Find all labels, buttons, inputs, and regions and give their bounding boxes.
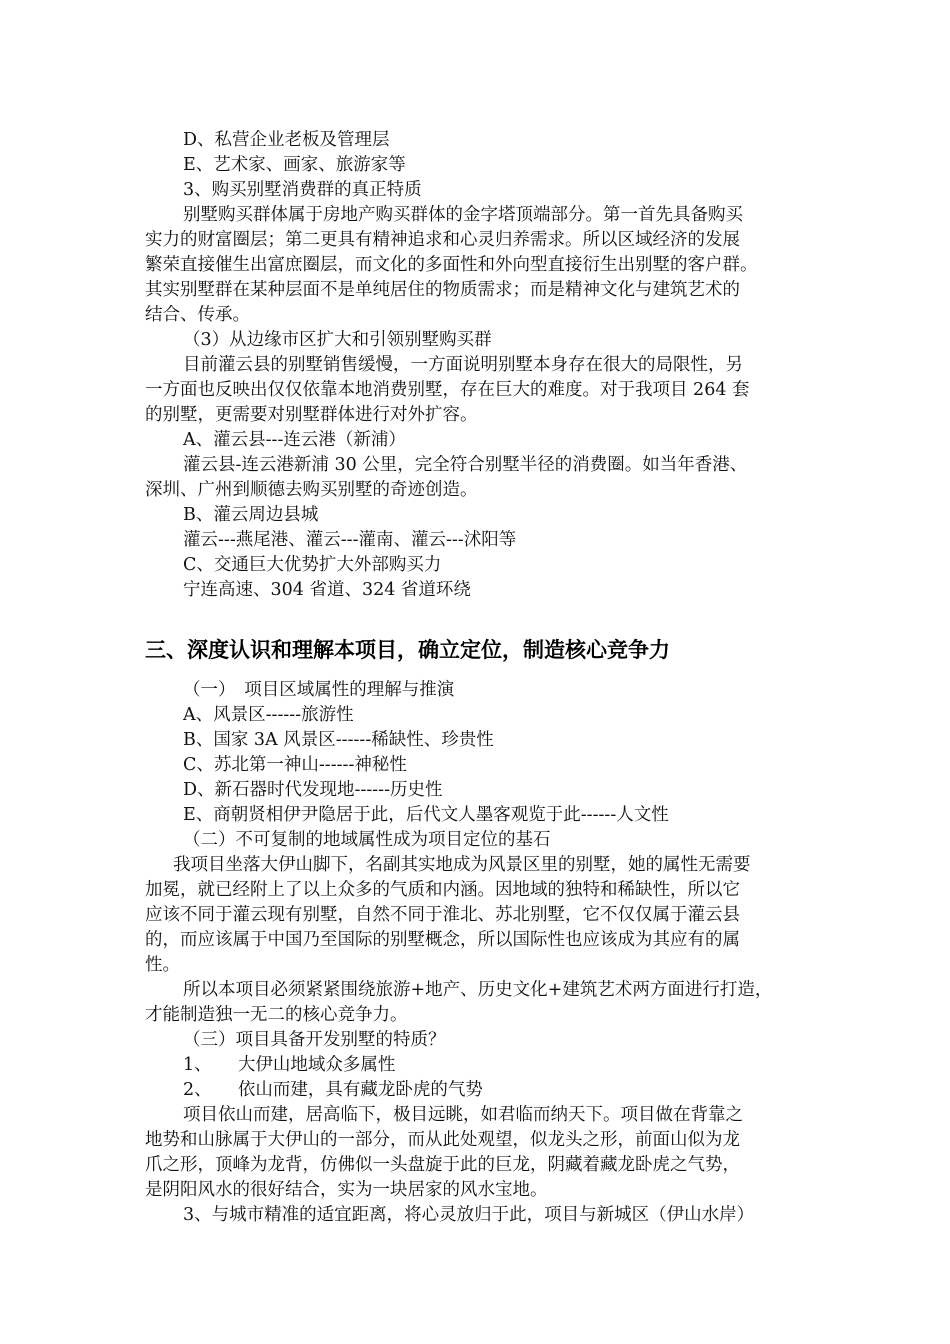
paragraph-line: 所以本项目必须紧紧围绕旅游+地产、历史文化+建筑艺术两方面进行打造， [183, 980, 773, 1000]
paragraph-line: 性。 [145, 955, 180, 975]
list-item: B、国家 3A 风景区------稀缺性、珍贵性 [183, 730, 494, 750]
paragraph-line: 其实别墅群在某种层面不是单纯居住的物质需求；而是精神文化与建筑艺术的 [145, 280, 740, 300]
paragraph-line: 应该不同于灌云现有别墅，自然不同于淮北、苏北别墅，它不仅仅属于灌云县 [145, 905, 740, 925]
list-item: 2、 依山而建，具有藏龙卧虎的气势 [183, 1080, 483, 1100]
paragraph-line: 宁连高速、304 省道、324 省道环绕 [183, 580, 471, 600]
list-item: E、艺术家、画家、旅游家等 [183, 155, 406, 175]
list-item: A、灌云县---连云港（新浦） [183, 430, 406, 450]
paragraph-line: 灌云---燕尾港、灌云---灌南、灌云---沭阳等 [183, 530, 517, 550]
list-item: 1、 大伊山地域众多属性 [183, 1055, 396, 1075]
paragraph-line: 一方面也反映出仅仅依靠本地消费别墅，存在巨大的难度。对于我项目 264 套 [145, 380, 750, 400]
paragraph-line: 的别墅，更需要对别墅群体进行对外扩容。 [145, 405, 478, 425]
list-item: E、商朝贤相伊尹隐居于此，后代文人墨客观览于此------人文性 [183, 805, 669, 825]
paragraph-line: 繁荣直接催生出富庶圈层，而文化的多面性和外向型直接衍生出别墅的客户群。 [145, 255, 758, 275]
paragraph-line: 灌云县-连云港新浦 30 公里，完全符合别墅半径的消费圈。如当年香港、 [183, 455, 748, 475]
paragraph-line: 我项目坐落大伊山脚下，名副其实地成为风景区里的别墅，她的属性无需要 [173, 855, 751, 875]
paragraph-line: 爪之形，顶峰为龙背，仿佛似一头盘旋于此的巨龙，阴藏着藏龙卧虎之气势， [145, 1155, 740, 1175]
paragraph-line: 实力的财富圈层；第二更具有精神追求和心灵归养需求。所以区域经济的发展 [145, 230, 740, 250]
paragraph-line: 别墅购买群体属于房地产购买群体的金字塔顶端部分。第一首先具备购买 [183, 205, 743, 225]
paragraph-line: 才能制造独一无二的核心竞争力。 [145, 1005, 408, 1025]
paragraph-line: 是阴阳风水的很好结合，实为一块居家的风水宝地。 [145, 1180, 548, 1200]
list-item: D、私营企业老板及管理层 [183, 130, 390, 150]
subsection-title: （二）不可复制的地域属性成为项目定位的基石 [183, 830, 551, 850]
paragraph-line: 项目依山而建，居高临下，极目远眺，如君临而纳天下。项目做在背靠之 [183, 1105, 743, 1125]
list-item: C、交通巨大优势扩大外部购买力 [183, 555, 442, 575]
paragraph-line: 深圳、广州到顺德去购买别墅的奇迹创造。 [145, 480, 478, 500]
section-heading: 三、深度认识和理解本项目，确立定位，制造核心竞争力 [145, 638, 670, 662]
paragraph-line: 加冕，就已经附上了以上众多的气质和内涵。因地域的独特和稀缺性，所以它 [145, 880, 740, 900]
paragraph-line: 的，而应该属于中国乃至国际的别墅概念，所以国际性也应该成为其应有的属 [145, 930, 740, 950]
list-item: C、苏北第一神山------神秘性 [183, 755, 407, 775]
paragraph-line: 地势和山脉属于大伊山的一部分，而从此处观望，似龙头之形，前面山似为龙 [145, 1130, 740, 1150]
subsection-title: （三）项目具备开发别墅的特质？ [183, 1030, 446, 1050]
subsection-title: 3、购买别墅消费群的真正特质 [183, 180, 422, 200]
subsection-title: （3）从边缘市区扩大和引领别墅购买群 [183, 330, 492, 350]
list-item: B、灌云周边县城 [183, 505, 319, 525]
list-item: A、风景区------旅游性 [183, 705, 354, 725]
paragraph-line: 目前灌云县的别墅销售缓慢，一方面说明别墅本身存在很大的局限性，另 [183, 355, 743, 375]
list-item: D、新石器时代发现地------历史性 [183, 780, 443, 800]
subsection-title: （一） 项目区域属性的理解与推演 [183, 680, 455, 700]
list-item: 3、与城市精准的适宜距离，将心灵放归于此，项目与新城区（伊山水岸） [183, 1205, 755, 1225]
paragraph-line: 结合、传承。 [145, 305, 250, 325]
